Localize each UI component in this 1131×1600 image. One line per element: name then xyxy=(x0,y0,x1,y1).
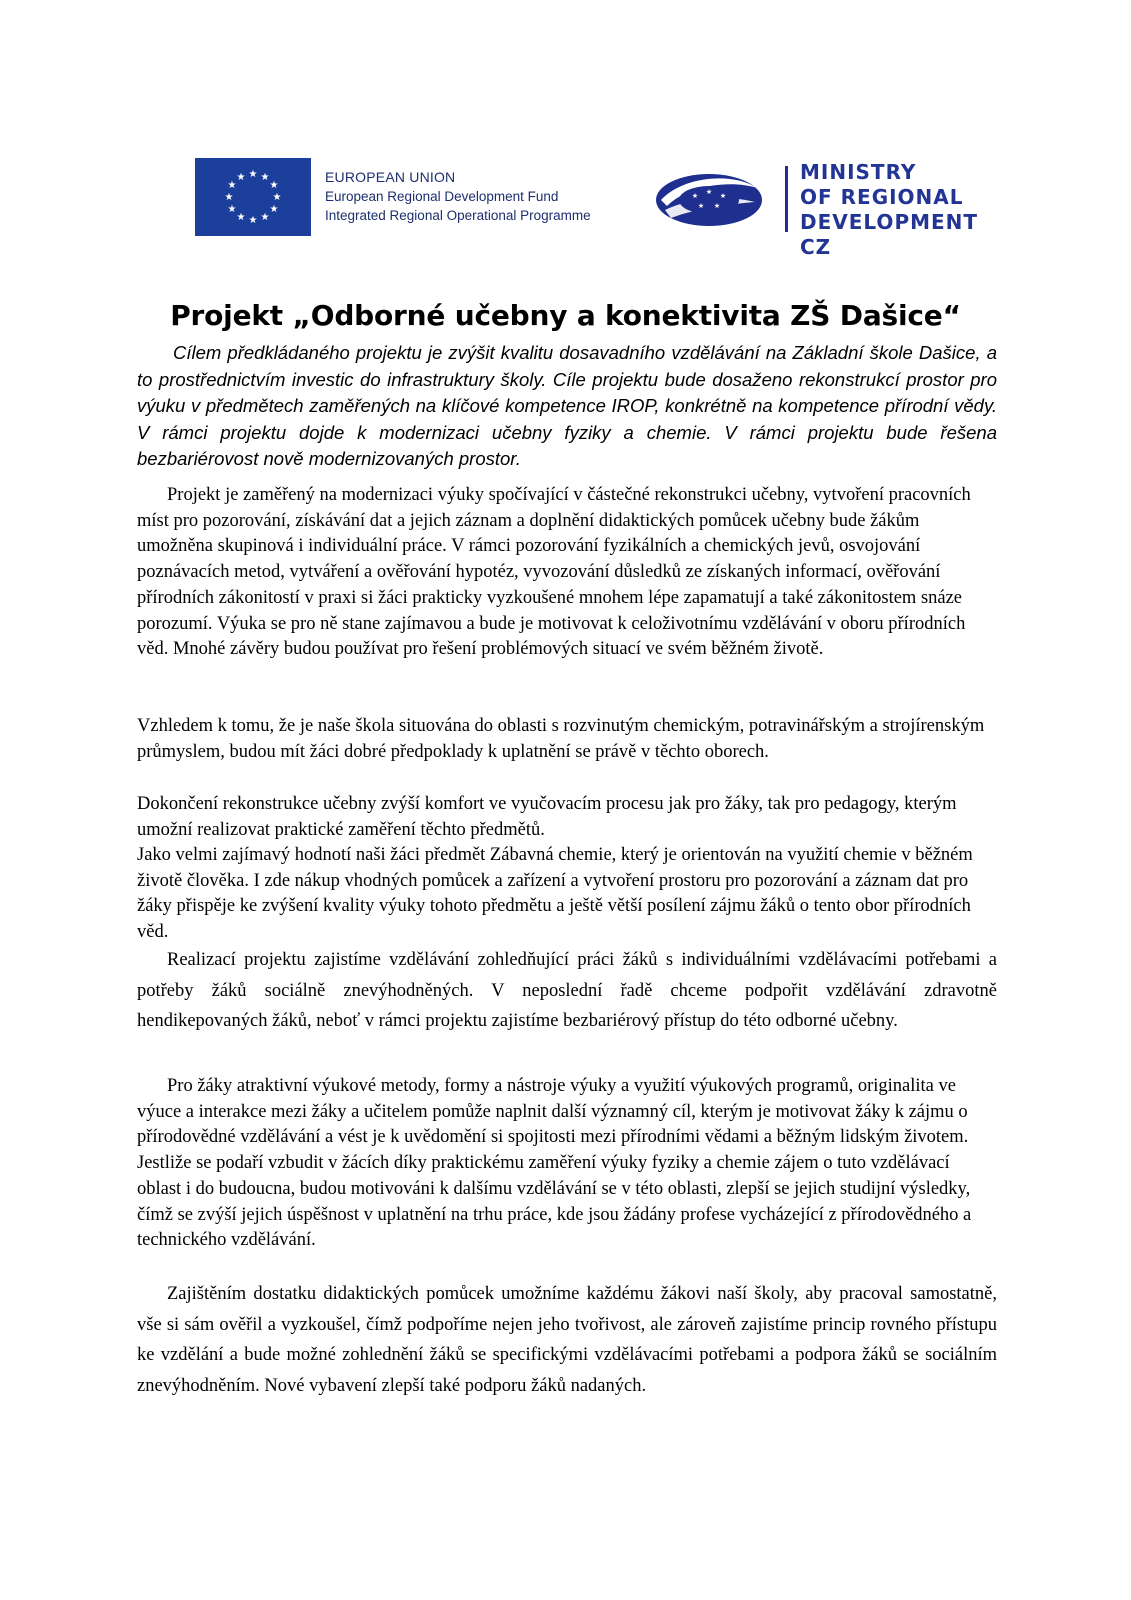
eu-line-3: Integrated Regional Operational Programme xyxy=(325,208,591,223)
paragraph-1: Projekt je zaměřený na modernizaci výuky spočívající v částečné rekonstrukci učebny, vytvoření pracovních míst pro pozorování, získávání dat a jejich záznam a doplnění didaktických pomůcek učebny bude žákům umožněna skupinová i individuální práce. V rámci pozorování fyzikálních a chemických jevů, osvojování poznávacích metod, vytváření a ověřování hypotéz, vyvozování důsledků ze získaných informací, ověřování přírodních zákonitostí v praxi si žáci prakticky vyzkoušené mnohem lépe zapamatují a také zákonitostem snáze porozumí. Výuka se pro ně stane zajímavou a bude je motivovat k celoživotnímu vzdělávání v oboru přírodních věd. Mnohé závěry budou používat pro řešení problémových situací ve svém běžném životě. xyxy=(137,485,971,660)
svg-text:★: ★ xyxy=(691,192,699,200)
svg-text:★: ★ xyxy=(713,202,721,210)
logo-divider xyxy=(785,166,788,232)
svg-text:★: ★ xyxy=(227,180,237,191)
eu-line-2: European Regional Development Fund xyxy=(325,189,559,204)
eu-line-1: EUROPEAN UNION xyxy=(325,169,456,185)
ministry-line-2: OF REGIONAL xyxy=(800,185,964,209)
svg-text:★: ★ xyxy=(697,202,705,210)
svg-text:★: ★ xyxy=(269,204,279,215)
eu-flag-logo xyxy=(195,158,311,236)
svg-text:★: ★ xyxy=(224,192,234,203)
svg-text:★: ★ xyxy=(227,204,237,215)
svg-text:★: ★ xyxy=(272,192,282,203)
svg-text:★: ★ xyxy=(269,180,279,191)
document-title: Projekt „Odborné učebny a konektivita ZŠ Dašice“ xyxy=(170,298,961,332)
svg-text:★: ★ xyxy=(236,172,246,183)
ministry-emblem-icon xyxy=(653,166,765,230)
svg-text:★: ★ xyxy=(248,169,258,180)
eu-logo-text xyxy=(325,168,591,225)
ministry-line-1: MINISTRY xyxy=(800,160,917,184)
svg-text:★: ★ xyxy=(236,212,246,223)
svg-text:★: ★ xyxy=(248,215,258,226)
svg-text:★: ★ xyxy=(719,192,727,200)
paragraph-6: Pro žáky atraktivní výukové metody, formy a nástroje výuky a využití výukových programů, originalita ve výuce a interakce mezi žáky a učitelem pomůže naplnit další významný cíl, kterým je motivovat žáky k zájmu o přírodovědné vzdělávání a vést je k uvědomění si spojitosti mezi přírodními vědami a běžným lidským životem. Jestliže se podaří vzbudit v žácích díky praktickému zaměření výuky fyziky a chemie zájem o tuto vzdělávací oblast i do budoucna, budou motivováni k dalšímu vzdělávání se v této oblasti, zlepší se jejich studijní výsledky, čímž se zvýší jejich úspěšnost v uplatnění na trhu práce, kde jsou žádány profese vycházející z přírodovědného a technického vzdělávání. xyxy=(137,1076,972,1251)
eu-stars-icon xyxy=(195,158,311,236)
ministry-logo-text xyxy=(800,160,1015,260)
paragraph-4: Jako velmi zajímavý hodnotí naši žáci předmět Zábavná chemie, který je orientován na využití chemie v běžném životě člověka. I zde nákup vhodných pomůcek a zařízení a vytvoření prostoru pro pozorování a záznam dat pro žáky přispěje ke zvýšení kvality výuky tohoto předmětu a ještě větší posílení zájmu žáků o tento obor přírodních věd. xyxy=(137,845,973,943)
paragraph-7: Zajištěním dostatku didaktických pomůcek umožníme každému žákovi naší školy, aby pracoval samostatně, vše si sám ověřil a vyzkoušel, čímž podpoříme nejen jeho tvořivost, ale zároveň zajistíme princip rovného přístupu ke vzdělání a bude možné zohlednění žáků se specifickými vzdělávacími potřebami a podpora žáků se sociálním znevýhodněním. Nové vybavení zlepší také podporu žáků nadaných. xyxy=(137,1284,997,1396)
svg-text:★: ★ xyxy=(260,212,270,223)
logo-bar xyxy=(195,158,1015,259)
svg-text:★: ★ xyxy=(705,188,713,196)
svg-text:★: ★ xyxy=(260,172,270,183)
paragraph-3: Dokončení rekonstrukce učebny zvýší komfort ve vyučovacím procesu jak pro žáky, tak pro pedagogy, kterým umožní realizovat praktické zaměření těchto předmětů. xyxy=(137,794,957,840)
paragraph-2: Vzhledem k tomu, že je naše škola situována do oblasti s rozvinutým chemickým, potravinářským a strojírenským průmyslem, budou mít žáci dobré předpoklady k uplatnění se právě v těchto oborech. xyxy=(137,716,985,762)
intro-paragraph: Cílem předkládaného projektu je zvýšit kvalitu dosavadního vzdělávání na Základní škole Dašice, a to prostřednictvím investic do infrastruktury školy. Cíle projektu bude dosaženo rekonstrukcí prostor pro výuku v předmětech zaměřených na klíčové kompetence IROP, konkrétně na kompetence přírodní vědy. V rámci projektu dojde k modernizaci učebny fyziky a chemie. V rámci projektu bude řešena bezbariérovost nově modernizovaných prostor. xyxy=(137,342,997,469)
paragraph-5: Realizací projektu zajistíme vzdělávání zohledňující práci žáků s individuálními vzdělávacími potřebami a potřeby žáků sociálně znevýhodněných. V neposlední řadě chceme podpořit vzdělávání zdravotně hendikepovaných žáků, neboť v rámci projektu zajistíme bezbariérový přístup do této odborné učebny. xyxy=(137,950,997,1031)
ministry-line-3: DEVELOPMENT CZ xyxy=(800,210,979,259)
